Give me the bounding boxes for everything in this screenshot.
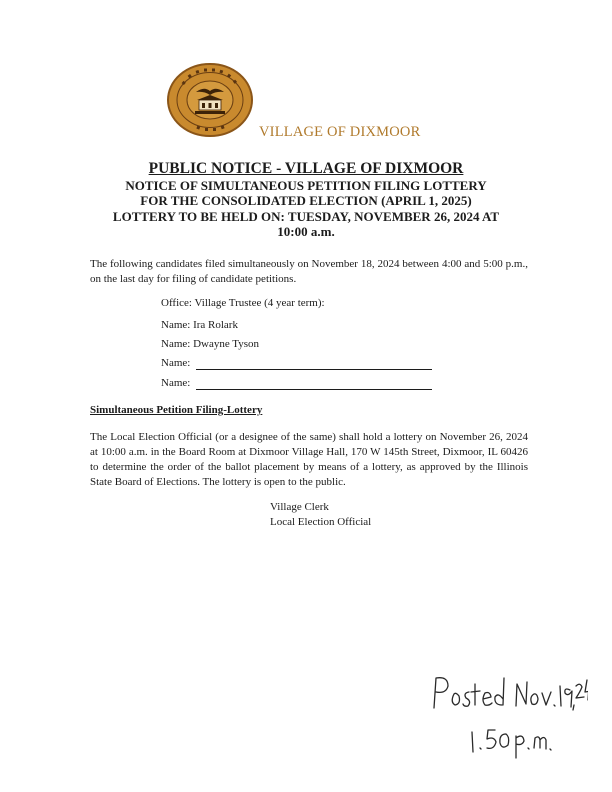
candidate-name-blank: Name: (161, 357, 191, 369)
village-seal-logo (166, 62, 254, 138)
notice-title: PUBLIC NOTICE - VILLAGE OF DIXMOOR (148, 160, 464, 177)
candidate-name: Name: Dwayne Tyson (161, 338, 260, 350)
candidate-name: Name: Ira Rolark (161, 319, 238, 331)
candidate-name-blank: Name: (161, 377, 191, 389)
signature-title: Village Clerk (270, 501, 329, 513)
intro-paragraph: The following candidates filed simultaneously on November 18, 2024 between 4:00 and 5:00 p.m., on the last day for filing of candidate petitions. (90, 258, 528, 285)
notice-subtitle-time: 10:00 a.m. (277, 224, 335, 239)
office-line: Office: Village Trustee (4 year term): (161, 297, 325, 309)
village-name-title: VILLAGE OF DIXMOOR (259, 124, 421, 140)
notice-subtitle-election: FOR THE CONSOLIDATED ELECTION (APRIL 1, 2025) (140, 193, 472, 208)
blank-name-line (196, 369, 432, 370)
handwritten-posted-note (428, 672, 588, 762)
lottery-section-title: Simultaneous Petition Filing-Lottery (90, 404, 263, 416)
lottery-section-body: The Local Election Official (or a designee of the same) shall hold a lottery on November 26, 2024 at 10:00 a.m. in the Board Room at Dixmoor Village Hall, 170 W 145th Street, Dixmoor, IL 60426 to determine the order of the ballot placement by means of a lottery, as approved by the Illinois State Board of Elections. The lottery is open to the public. (90, 431, 528, 488)
notice-subtitle-lottery: NOTICE OF SIMULTANEOUS PETITION FILING LOTTERY (125, 178, 487, 193)
signature-role: Local Election Official (270, 516, 372, 528)
blank-name-line (196, 389, 432, 390)
notice-subtitle-date: LOTTERY TO BE HELD ON: TUESDAY, NOVEMBER 26, 2024 AT (112, 209, 500, 224)
